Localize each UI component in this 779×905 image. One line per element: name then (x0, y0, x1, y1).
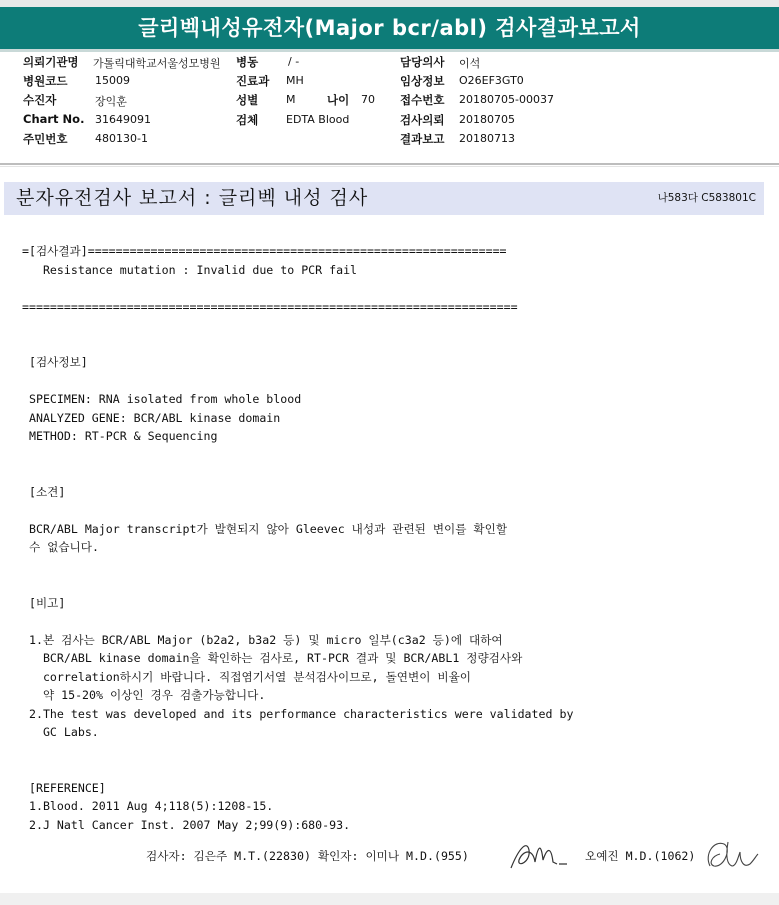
info-value-ward: / - (288, 55, 300, 68)
report-line (22, 279, 573, 298)
section-divider-shadow (0, 166, 779, 167)
info-value-institution: 가톨릭대학교서울성모병원 (93, 57, 221, 70)
report-line: ANALYZED GENE: BCR/ABL kinase domain (22, 410, 281, 425)
report-line: 1.본 검사는 BCR/ABL Major (b2a2, b3a2 등) 및 micro 일부(c3a2 등)에 대하여 (22, 632, 503, 647)
report-line: 약 15-20% 이상인 경우 검출가능합니다. (22, 688, 266, 702)
report-line (22, 557, 573, 576)
report-line (22, 335, 573, 354)
info-label-request-date: 검사의뢰 (400, 113, 445, 127)
confirmer-2-line (585, 848, 695, 864)
report-line: 2.J Natl Cancer Inst. 2007 May 2;99(9):680-93. (22, 817, 351, 832)
info-label-patient: 수진자 (23, 93, 57, 107)
report-line: [REFERENCE] (22, 780, 106, 795)
info-value-age: 70 (361, 93, 375, 106)
top-strip (0, 0, 779, 7)
report-line: SPECIMEN: RNA isolated from whole blood (22, 392, 302, 406)
report-line: =[검사결과]============================================================ (22, 244, 507, 258)
info-label-chart-no: Chart No. (23, 112, 85, 126)
section-divider (0, 163, 779, 165)
info-value-doctor: 이석 (459, 57, 481, 70)
signature-line (146, 848, 469, 864)
info-value-request-date: 20180705 (459, 113, 515, 126)
report-line (22, 316, 573, 335)
info-label-report-date: 결과보고 (400, 132, 445, 146)
report-line (22, 575, 573, 594)
info-label-age: 나이 (327, 93, 350, 107)
info-label-department: 진료과 (236, 74, 270, 88)
report-line: Resistance mutation : Invalid due to PCR fail (22, 262, 358, 277)
info-label-specimen: 검체 (236, 113, 259, 127)
info-label-institution: 의뢰기관명 (23, 55, 79, 69)
report-line: [소견] (22, 484, 66, 499)
info-value-clinical-info: O26EF3GT0 (459, 74, 524, 87)
report-line: METHOD: RT-PCR & Sequencing (22, 429, 218, 443)
report-line (22, 501, 573, 520)
report-line: [비고] (22, 595, 66, 610)
report-line: BCR/ABL Major transcript가 발현되지 않아 Gleevec 내성과 관련된 변이를 확인할 (22, 521, 508, 536)
report-line: correlation하시기 바랍니다. 직접염기서열 분석검사이므로, 돌연변이 비율이 (22, 669, 471, 684)
info-value-chart-no: 31649091 (95, 113, 151, 126)
report-line: [검사정보] (22, 355, 88, 369)
report-line (22, 612, 573, 631)
report-line (22, 742, 573, 761)
report-line (22, 760, 573, 779)
report-line (22, 446, 573, 465)
report-body (22, 242, 573, 834)
info-value-department: MH (286, 74, 304, 87)
page-title: 글리벡내성유전자(Major bcr/abl) 검사결과보고서 (0, 7, 779, 49)
report-line: 수 없습니다. (22, 540, 99, 554)
info-label-resident-no: 주민번호 (23, 132, 68, 146)
report-line: 2.The test was developed and its performance characteristics were validated by (22, 706, 574, 721)
info-label-receipt-no: 접수번호 (400, 93, 445, 107)
info-value-resident-no: 480130-1 (95, 132, 148, 145)
info-label-hospital-code: 병원코드 (23, 74, 68, 88)
report-line: GC Labs. (22, 725, 99, 739)
report-title-bar (4, 182, 764, 215)
signature-scribble-2 (702, 836, 762, 874)
header-underline (0, 49, 779, 52)
report-line: ======================================================================= (22, 299, 518, 314)
confirmer-2-text: 오예진 M.D.(1062) (585, 849, 696, 863)
signature-scribble-1 (505, 838, 571, 872)
info-value-hospital-code: 15009 (95, 74, 130, 87)
confirmer-1-text: 확인자: 이미나 M.D.(955) (317, 849, 469, 863)
report-line: BCR/ABL kinase domain을 확인하는 검사로, RT-PCR 결과 및 BCR/ABL1 정량검사와 (22, 651, 523, 665)
info-value-receipt-no: 20180705-00037 (459, 93, 554, 106)
info-value-specimen: EDTA Blood (286, 113, 350, 126)
report-title: 분자유전검사 보고서 : 글리벡 내성 검사 (16, 187, 369, 209)
bottom-strip (0, 893, 779, 905)
info-value-report-date: 20180713 (459, 132, 515, 145)
report-line (22, 464, 573, 483)
report-line: 1.Blood. 2011 Aug 4;118(5):1208-15. (22, 799, 274, 813)
tester-signature-text: 검사자: 김은주 M.T.(22830) (146, 849, 311, 863)
report-line (22, 372, 573, 391)
info-value-sex: M (286, 93, 296, 106)
info-label-sex: 성별 (236, 93, 259, 107)
info-value-patient: 장익훈 (95, 95, 127, 108)
report-code: 나583다 C583801C (657, 192, 756, 204)
info-label-ward: 병동 (236, 55, 259, 69)
info-label-doctor: 담당의사 (400, 55, 445, 69)
info-label-clinical-info: 임상정보 (400, 74, 445, 88)
